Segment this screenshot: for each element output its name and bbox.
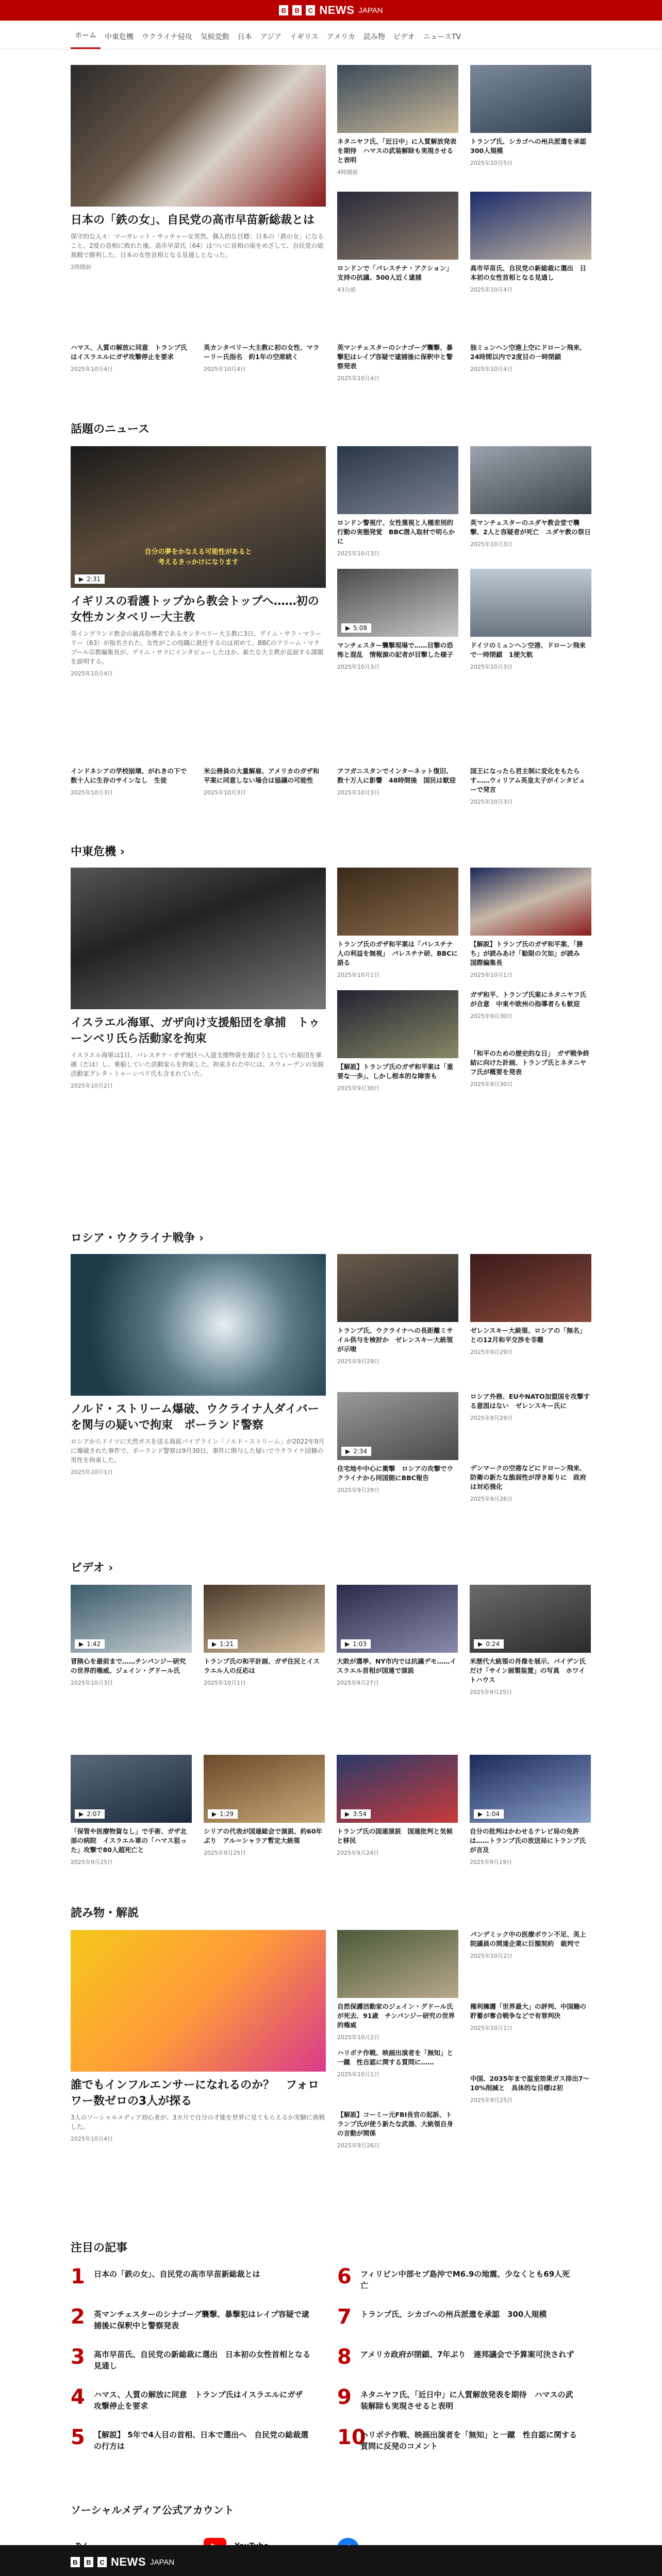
logo-b1: B: [279, 5, 288, 15]
lead-story-time: 2025年10月4日: [71, 2135, 113, 2142]
video-card[interactable]: [470, 1585, 591, 1696]
story-text-card[interactable]: [470, 2074, 591, 2104]
lead-story-image: [71, 1254, 326, 1396]
play-badge[interactable]: [474, 1809, 504, 1819]
chevron-right-icon: ›: [108, 1562, 113, 1574]
video-duration: 2:34: [353, 1448, 368, 1455]
nav-item[interactable]: ホーム: [71, 30, 101, 49]
logo-news: NEWS: [111, 2555, 146, 2568]
story-title[interactable]: 「和平のための歴史的な日」 ガザ戦争終結に向けた計画、トランプ氏とネタニヤフ氏が概要を発表: [470, 1049, 590, 1076]
story-time: 2025年10月3日: [204, 789, 246, 796]
story-time: 2025年9月30日: [337, 1085, 379, 1092]
play-badge[interactable]: [208, 1809, 238, 1819]
logo-b2: B: [84, 2557, 93, 2567]
story-time: 2025年10月1日: [337, 2071, 379, 2078]
play-icon: ▶: [345, 1448, 351, 1455]
masthead: [0, 0, 662, 21]
story-title[interactable]: 【解説】コーミー元FBI長官の起訴、トランプ氏が使う新たな武器、大統領自身の言動が関係: [337, 2111, 454, 2138]
lead-story-summary: イスラエル海軍は1日、パレスチナ・ガザ地区へ人道支援物資を運ぼうとしていた船団を拿捕（だほ）し、乗船していた活動家らを拘束した。拘束された中には、スウェーデンの気候活動家グレタ・トゥーンベリ氏も含まれていた。: [71, 1051, 324, 1077]
story-time: 2025年10月3日: [470, 799, 512, 806]
story-time: 2025年9月29日: [337, 1358, 379, 1365]
section-title-popular: 注目の記事: [71, 2242, 128, 2255]
story-title[interactable]: ロンドン警視庁、女性蔑視と人種差別的行動の実態発覚 BBC潜入取材で明らかに: [337, 519, 455, 546]
story-time: 2025年9月30日: [470, 1081, 512, 1088]
video-title[interactable]: 自分の批判はかわせるテレビ局の免許は……トランプ氏の放送局にトランプ氏が言及: [470, 1827, 586, 1854]
story-text-card[interactable]: [71, 767, 192, 796]
play-badge[interactable]: [341, 1447, 371, 1456]
story-image: [337, 65, 458, 133]
story-card[interactable]: [337, 1392, 458, 1494]
story-image: [337, 1254, 458, 1322]
nav-item[interactable]: 読み物: [363, 33, 385, 41]
story-title[interactable]: 国王になったら君主制に変化をもたらす……ウィリアム英皇太子がインタビューで発言: [470, 767, 585, 794]
play-badge[interactable]: [341, 1639, 371, 1649]
lead-story[interactable]: [71, 1930, 326, 2143]
video-thumbnail: [71, 1755, 192, 1823]
lead-story-time: 2025年10月1日: [71, 1468, 113, 1476]
video-title[interactable]: トランプ氏の和平計画、ガザ住民とイスラエル人の反応は: [204, 1657, 320, 1675]
popular-item[interactable]: ハマス、人質の解放に同意 トランプ氏はイスラエルにガザ攻撃停止を要求: [94, 2390, 303, 2411]
story-title[interactable]: トランプ氏、シカゴへの州兵派遣を承認 300人規模: [470, 138, 593, 155]
video-duration: 1:04: [486, 1810, 500, 1818]
story-title[interactable]: ゼレンスキー大統領、ロシアの「無名」との12月和平交渉を非難: [470, 1327, 586, 1344]
popular-rank: 2: [71, 2305, 85, 2329]
logo-b1: B: [71, 2557, 80, 2567]
video-card[interactable]: [71, 1585, 192, 1687]
story-time: 2025年10月4日: [71, 366, 113, 373]
story-time: 43分前: [337, 286, 356, 294]
video-thumbnail: [470, 1585, 591, 1653]
nav-item[interactable]: 気候変動: [200, 33, 229, 41]
play-icon: ▶: [345, 1640, 350, 1648]
popular-rank: 6: [337, 2265, 352, 2289]
story-title[interactable]: 英マンチェスターのシナゴーグ襲撃、暴撃犯はレイプ容疑で逮捕後に保釈中と警察発表: [337, 344, 453, 370]
logo-c: C: [306, 5, 315, 15]
story-time: 2025年9月26日: [470, 1496, 512, 1503]
section-title-features: 読み物・解説: [71, 1907, 139, 1920]
play-icon: ▶: [212, 1640, 217, 1648]
video-title[interactable]: 冒険心を最前まで……チンパンジー研究の世界的権威、ジェイン・グドール氏: [71, 1657, 186, 1675]
play-badge[interactable]: [75, 574, 105, 584]
story-time: 2025年10月4日: [337, 375, 379, 382]
video-thumbnail: [204, 1585, 325, 1653]
play-badge[interactable]: [341, 1809, 371, 1819]
video-card[interactable]: [337, 1755, 458, 1857]
video-duration: 5:08: [353, 624, 368, 632]
video-subtitle-overlay: 自分の夢をかなえる可能性があると 考えるきっかけになります: [144, 548, 252, 566]
story-title[interactable]: 英マンチェスターのユダヤ教会堂で襲撃、2人と容疑者が死亡 ユダヤ教の祭日: [470, 519, 591, 536]
play-badge[interactable]: [208, 1639, 238, 1649]
lead-story-time: 2025年10月4日: [71, 670, 113, 677]
story-card[interactable]: [470, 1254, 591, 1356]
story-time: 2025年10月2日: [337, 2034, 379, 2041]
bbc-news-logo[interactable]: [279, 4, 383, 17]
story-image: [337, 446, 458, 514]
popular-item[interactable]: 日本の「鉄の女」、自民党の高市早苗新総裁とは: [94, 2269, 260, 2279]
video-duration: 1:29: [220, 1810, 234, 1818]
story-image: [337, 1392, 458, 1460]
story-card[interactable]: [470, 868, 591, 979]
play-icon: ▶: [478, 1640, 483, 1648]
popular-rank: 5: [71, 2426, 85, 2449]
popular-item[interactable]: 英マンチェスターのシナゴーグ襲撃、暴撃犯はレイプ容疑で逮捕後に保釈中と警察発表: [94, 2310, 309, 2330]
story-time: 2025年10月5日: [470, 160, 512, 167]
video-title[interactable]: シリアの代表が国連総会で演説、約60年ぶり アル＝シャラア暫定大統領: [204, 1827, 322, 1845]
story-time: 2025年10月4日: [204, 366, 246, 373]
lead-story-title[interactable]: 誰でもインフルエンサーになれるのか？ フォロワー数ゼロの3人が探る: [71, 2079, 320, 2108]
popular-rank: 3: [71, 2345, 85, 2369]
section-title-ukraine[interactable]: [71, 1229, 204, 1245]
story-text-card[interactable]: [337, 2048, 458, 2078]
section-title-text: 中東危機: [71, 845, 117, 858]
story-image: [470, 65, 591, 133]
video-time: 2025年10月1日: [204, 1680, 246, 1687]
story-card[interactable]: [337, 1930, 458, 2041]
nav-item[interactable]: イギリス: [290, 33, 319, 41]
story-card[interactable]: [337, 1254, 458, 1365]
play-icon: ▶: [79, 575, 84, 583]
logo-news: NEWS: [319, 4, 355, 16]
video-card[interactable]: [204, 1755, 325, 1857]
play-icon: ▶: [212, 1810, 217, 1818]
play-icon: ▶: [345, 624, 351, 632]
popular-rank: 7: [337, 2305, 352, 2329]
video-title[interactable]: トランプ氏の国連演説 国連批判と気候と移民: [337, 1827, 453, 1845]
lead-story-title[interactable]: 日本の「鉄の女」、自民党の高市早苗新総裁とは: [71, 214, 315, 227]
nav-item[interactable]: アジア: [260, 33, 282, 41]
play-badge[interactable]: [474, 1639, 504, 1649]
video-duration: 2:07: [87, 1810, 101, 1818]
story-title[interactable]: マンチェスター襲撃現場で……目撃の恐怖と混乱 情報源の記者が目撃した様子: [337, 641, 454, 659]
story-title[interactable]: 高市早苗氏、自民党の新総裁に選出 日本初の女性首相となる見通し: [470, 264, 587, 282]
story-text-card[interactable]: [337, 2110, 458, 2149]
section-title-mideast[interactable]: [71, 843, 125, 859]
story-text-card[interactable]: [71, 343, 192, 373]
video-time: 2025年9月24日: [337, 1850, 379, 1857]
video-time: 2025年10月3日: [71, 1680, 113, 1687]
popular-rank: 8: [337, 2345, 352, 2369]
story-image: [470, 569, 591, 637]
logo-b2: B: [292, 5, 302, 15]
video-thumbnail: [71, 1585, 192, 1653]
video-time: 2025年9月25日: [71, 1859, 113, 1866]
popular-rank: 4: [71, 2385, 85, 2409]
lead-story-time: 2025年10月2日: [71, 1082, 113, 1089]
story-title[interactable]: ロンドンで「パレスチナ・アクション」支持の抗議、500人近く逮捕: [337, 264, 453, 282]
video-time: 2025年9月25日: [470, 1689, 512, 1696]
story-text-card[interactable]: [204, 343, 325, 373]
story-text-card[interactable]: [204, 767, 325, 796]
story-title[interactable]: アフガニスタンでインターネット復旧、数十万人に影響 48時間後 国民は歓迎: [337, 767, 456, 785]
video-card[interactable]: [470, 1755, 591, 1866]
logo-japan: JAPAN: [358, 6, 383, 15]
lead-story-image: [71, 1930, 326, 2072]
lead-story-summary: ロシアからドイツに天然ガスを送る海底パイプライン「ノルド・ストリーム」が2022年9月に爆破された事件で、ポーランド警察は9月30日、事件に関与した疑いでウクライナ国籍の男性を拘束した。: [71, 1437, 325, 1464]
lead-story[interactable]: [71, 868, 326, 1090]
lead-story[interactable]: [71, 65, 326, 271]
lead-story-title[interactable]: イギリスの看護トップから教会トップへ……初の女性カンタベリー大主教: [71, 595, 319, 624]
story-title[interactable]: 英カンタベリー大主教に初の女性、マラーリー氏指名 約1年の空席続く: [204, 344, 320, 361]
story-card[interactable]: [470, 192, 591, 294]
video-time: 2025年9月27日: [337, 1680, 379, 1687]
story-time: 2025年9月29日: [470, 1349, 512, 1356]
story-title[interactable]: ドイツのミュンヘン空港、ドローン飛来で一時閉鎖 1便欠航: [470, 641, 586, 659]
story-time: 2025年10月3日: [470, 541, 512, 548]
chevron-right-icon: ›: [120, 845, 125, 858]
lead-story-image: [71, 446, 326, 588]
story-title[interactable]: インドネシアの学校崩壊、がれきの下で数十人に生存のサインなし 生徒: [71, 767, 187, 785]
story-title[interactable]: ネタニヤフ氏、「近日中」に人質解放発表を期待 ハマスの武装解除も実現させると表明: [337, 138, 457, 164]
story-card[interactable]: [337, 65, 458, 176]
logo-c: C: [97, 2557, 107, 2567]
story-time: 2025年9月30日: [470, 1013, 512, 1020]
nav-item[interactable]: ニュースTV: [423, 33, 461, 41]
story-time: 2025年10月3日: [470, 664, 512, 671]
story-time: 2025年9月29日: [337, 1487, 379, 1494]
story-card[interactable]: [470, 446, 591, 548]
story-text-card[interactable]: [470, 2002, 591, 2032]
video-card[interactable]: [71, 1755, 192, 1866]
story-text-card[interactable]: [470, 1049, 591, 1088]
section-title-text: ロシア・ウクライナ戦争: [71, 1232, 195, 1245]
story-title[interactable]: 【解説】トランプ氏のガザ和平案、「勝ち」が読みあけ「勧限の欠如」が読み 国際編集長: [470, 940, 587, 967]
nav-item[interactable]: ビデオ: [393, 33, 415, 41]
lead-story-image: [71, 65, 326, 207]
story-time: 2025年9月29日: [470, 1415, 512, 1422]
popular-item[interactable]: トランプ氏、シカゴへの州兵派遣を承認 300人規模: [360, 2310, 547, 2319]
story-title[interactable]: デンマークの空港などにドローン飛来、防衛の新たな脆弱性が浮き彫りに 政府は対応強化: [470, 1464, 587, 1491]
video-thumbnail: [470, 1755, 591, 1823]
story-text-card[interactable]: [470, 343, 591, 373]
site-footer: [0, 2545, 662, 2576]
play-badge[interactable]: [75, 1639, 105, 1649]
story-image: [337, 868, 458, 936]
video-duration: 2:31: [87, 575, 101, 583]
video-duration: 1:21: [220, 1640, 234, 1648]
story-title[interactable]: パンデミック中の医療ボウン不足、英上院議員の関連企業に巨額契約 裁判で: [470, 1930, 586, 1948]
story-time: 2025年10月3日: [337, 550, 379, 557]
story-time: 2025年10月1日: [470, 2025, 512, 2032]
play-icon: ▶: [79, 1810, 84, 1818]
story-title[interactable]: ガザ和平、トランプ氏案にネタニヤフ氏が合意 中東や欧州の指導者らも歓迎: [470, 991, 587, 1008]
story-time: 2025年10月3日: [71, 789, 113, 796]
play-badge[interactable]: [75, 1809, 105, 1819]
story-title[interactable]: 独ミュンヘン空港上空にドローン飛来、24時間以内で2度目の一時閉鎖: [470, 344, 586, 361]
story-time: 2025年10月1日: [470, 972, 512, 979]
story-time: 2025年10月4日: [470, 286, 512, 294]
story-card[interactable]: [470, 65, 591, 167]
lead-story-summary: 3人のソーシャルメディア初心者が、3カ月で自分の才能を世界に見てもらえるか実験に挑戦した。: [71, 2113, 325, 2130]
popular-rank: 10: [337, 2426, 366, 2449]
story-text-card[interactable]: [470, 1930, 591, 1960]
video-thumbnail: [337, 1755, 458, 1823]
story-title[interactable]: 住宅地や中心に衝撃 ロシアの攻撃でウクライナから同国側にBBC報告: [337, 1465, 454, 1482]
video-thumbnail: [337, 1585, 458, 1653]
story-card[interactable]: [337, 446, 458, 557]
story-image: [337, 192, 458, 260]
play-icon: ▶: [79, 1640, 84, 1648]
popular-item[interactable]: ハリボテ作戦、映画出演者を「無知」と一蹴 性自認に関する質問に反発のコメント: [360, 2430, 577, 2451]
story-title[interactable]: 【解説】トランプ氏のガザ和平案は「重要な一歩」、しかし根本的な障害も: [337, 1063, 454, 1080]
nav-item[interactable]: ウクライナ侵攻: [142, 33, 192, 41]
video-duration: 1:42: [87, 1640, 101, 1648]
story-card[interactable]: [337, 569, 458, 671]
section-title-social: ソーシャルメディア公式アカウント: [71, 2504, 234, 2516]
story-image: [470, 1254, 591, 1322]
story-text-card[interactable]: [470, 990, 591, 1020]
video-time: 2025年9月19日: [470, 1859, 512, 1866]
story-card[interactable]: [337, 192, 458, 294]
video-duration: 3:54: [353, 1810, 367, 1818]
story-image: [337, 569, 458, 637]
video-title[interactable]: 米歴代大統領の肖像を展示、バイデン氏だけ「サイン画製装置」の写真 ホワイトハウス: [470, 1657, 586, 1684]
nav-item[interactable]: 中東危機: [105, 33, 134, 41]
story-title[interactable]: トランプ氏のガザ和平案は「パレスチナ人の利益を無視」 パレスチナ研、BBCに語る: [337, 940, 458, 967]
story-title[interactable]: ハリボテ作戦、映画出演者を「無知」と一蹴 性自認に関する質問に……: [337, 2049, 454, 2066]
story-image: [337, 1930, 458, 1998]
story-card[interactable]: [337, 990, 458, 1092]
story-title[interactable]: 中国、2035年まで温室効果ガス排出7～10%削減と 具体的な目標は初: [470, 2075, 589, 2092]
lead-story-title[interactable]: イスラエル海軍、ガザ向け支援船団を拿捕 トゥーンベリ氏ら活動家を拘束: [71, 1016, 320, 1045]
story-card[interactable]: [470, 569, 591, 671]
footer-logo[interactable]: [71, 2555, 174, 2569]
lead-story-image: [71, 868, 326, 1009]
story-image: [337, 990, 458, 1058]
popular-rank: 1: [71, 2265, 85, 2289]
popular-item[interactable]: アメリカ政府が閉鎖、7年ぶり 連邦議会で予算案可決されず: [360, 2350, 574, 2359]
popular-item[interactable]: 高市早苗氏、自民党の新総裁に選出 日本初の女性首相となる見通し: [94, 2350, 311, 2370]
lead-story-summary: 英イングランド教会の最高指導者であるカンタベリー大主教に3日、デイム・サラ・マラーリー（63）が指名された。女性がこの役職に就任するのは初めて。BBCのアリーム・マクブール宗教編集長が、デイム・サラにインタビューしたほか、新たな大主教が直面する課題を説明する。: [71, 630, 324, 665]
video-card[interactable]: [337, 1585, 458, 1687]
play-badge[interactable]: [341, 623, 371, 633]
video-time: 2025年9月25日: [204, 1850, 246, 1857]
video-duration: 0:24: [486, 1640, 500, 1648]
story-time: 2025年10月1日: [337, 972, 379, 979]
story-time: 2025年10月4日: [470, 366, 512, 373]
story-title[interactable]: 権利擁護「世界最大」の評判、中国籍の貯蓄が奪合戦争などで有罪判決: [470, 2003, 587, 2020]
video-duration: 1:03: [353, 1640, 367, 1648]
lead-story-time: 2時間前: [71, 263, 91, 270]
video-title[interactable]: 大敗が選挙、NY市内では抗議デモ……イスラエル首相が国連で演説: [337, 1657, 457, 1675]
story-text-card[interactable]: [470, 767, 591, 806]
lead-story[interactable]: [71, 446, 326, 677]
nav-item[interactable]: 日本: [237, 33, 252, 41]
story-time: 2025年10月3日: [337, 789, 379, 796]
story-title[interactable]: 自然保護活動家のジェイン・グドール氏が死去、91歳 チンパンジー研究の世界的権威: [337, 2003, 455, 2029]
video-thumbnail: [204, 1755, 325, 1823]
story-image: [470, 192, 591, 260]
story-time: 4時間前: [337, 169, 358, 176]
chevron-right-icon: ›: [199, 1232, 204, 1245]
story-text-card[interactable]: [470, 1464, 591, 1503]
section-title-text: ビデオ: [71, 1562, 105, 1574]
story-text-card[interactable]: [337, 767, 458, 796]
story-text-card[interactable]: [337, 343, 458, 382]
lead-story[interactable]: [71, 1254, 326, 1476]
story-title[interactable]: ロシア外務、EUやNATO加盟国を攻撃する意図はない ゼレンスキー氏に: [470, 1393, 590, 1410]
popular-item[interactable]: 【解説】 5年で4人目の首相、日本で選出へ 自民党の総裁選の行方は: [94, 2430, 309, 2451]
story-image: [470, 868, 591, 936]
story-time: 2025年9月26日: [337, 2142, 379, 2149]
story-card[interactable]: [337, 868, 458, 979]
video-title[interactable]: 「保管や医療物資なし」で手術、ガザ北部の病院 イスラエル軍の「ハマス狙った」攻撃で80人超死亡と: [71, 1827, 187, 1854]
story-title[interactable]: ハマス、人質の解放に同意 トランプ氏はイスラエルにガザ攻撃停止を要求: [71, 344, 187, 361]
lead-story-summary: 保守的な人々：マーガレット・サッチャー女男然。偶人的な目標：日本の「鉄の女」になること。2度の首相に敗れた後、高市早苗氏（64）はついに首相の座をめざして、自民党の総裁戦で勝利した。日本の女性首相となる見通しとなった。: [71, 232, 324, 259]
popular-item[interactable]: フィリピン中部セブ島沖でM6.9の地震、少なくとも69人死亡: [360, 2269, 570, 2290]
popular-rank: 9: [337, 2385, 352, 2409]
story-time: 2025年10月3日: [337, 664, 379, 671]
logo-japan: JAPAN: [150, 2557, 175, 2567]
story-time: 2025年10月2日: [470, 1953, 512, 1960]
story-time: 2025年9月25日: [470, 2097, 512, 2104]
nav-item[interactable]: アメリカ: [326, 33, 355, 41]
lead-story-title[interactable]: ノルド・ストリーム爆破、ウクライナ人ダイバーを関与の疑いで拘束 ポーランド警察: [71, 1403, 319, 1432]
video-card[interactable]: [204, 1585, 325, 1687]
story-title[interactable]: 米公務員の大量解雇、アメリカのガザ和平案に同意しない場合は協議の可能性: [204, 767, 320, 785]
main-nav: [0, 21, 662, 49]
play-icon: ▶: [478, 1810, 483, 1818]
play-icon: ▶: [345, 1810, 350, 1818]
story-image: [470, 446, 591, 514]
story-text-card[interactable]: [470, 1392, 591, 1422]
popular-item[interactable]: ネタニヤフ氏、「近日中」に人質解放発表を期待 ハマスの武装解除も実現させると表明: [360, 2390, 573, 2411]
section-title-trending: 話題のニュース: [71, 423, 150, 436]
section-title-video[interactable]: [71, 1559, 113, 1575]
story-title[interactable]: トランプ氏、ウクライナへの長距離ミサイル供与を検討か ゼレンスキー大統領が示唆: [337, 1327, 453, 1353]
